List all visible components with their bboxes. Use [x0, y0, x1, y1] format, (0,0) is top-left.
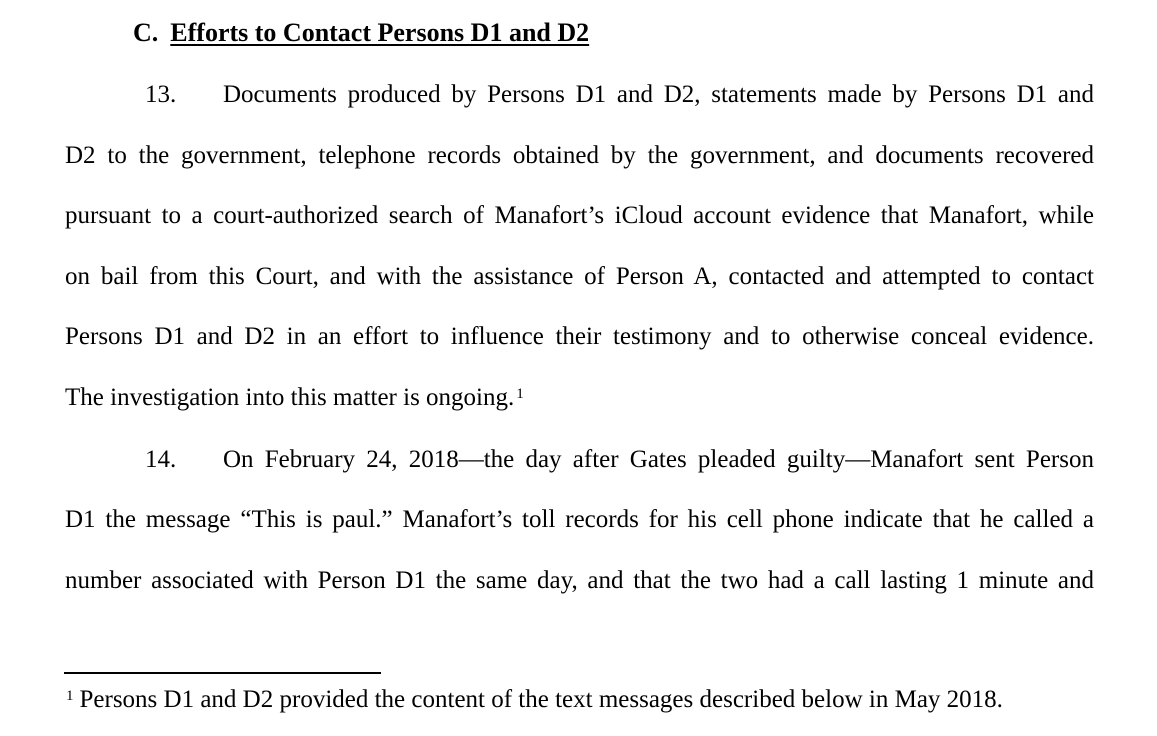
- footnote-reference[interactable]: 1: [516, 386, 524, 402]
- paragraph-number: 13.: [145, 81, 177, 108]
- paragraph-14-line-2: D1 the message “This is paul.” Manafort’s toll records for his cell phone indicate that he called a: [65, 506, 1094, 533]
- paragraph-13-line-1: [145, 80, 1094, 110]
- paragraph-text: The investigation into this matter is ongoing.: [65, 384, 515, 411]
- footnote-text: Persons D1 and D2 provided the content of the text messages described below in May 2018.: [79, 686, 1003, 713]
- section-title: Efforts to Contact Persons D1 and D2: [170, 18, 590, 47]
- paragraph-13-line-6: [65, 383, 1094, 413]
- paragraph-14-line-1: [145, 445, 1094, 475]
- paragraph-13-line-2: D2 to the government, telephone records obtained by the government, and documents recovered: [65, 142, 1094, 169]
- paragraph-13-line-5: Persons D1 and D2 in an effort to influence their testimony and to otherwise conceal evidence.: [65, 323, 1094, 350]
- paragraph-number: 14.: [145, 446, 177, 473]
- paragraph-text: Documents produced by Persons D1 and D2, statements made by Persons D1 and: [223, 81, 1094, 108]
- paragraph-13-line-3: pursuant to a court-authorized search of Manafort’s iCloud account evidence that Manafort, while: [65, 202, 1094, 229]
- footnote-separator: [64, 672, 381, 674]
- section-heading: [133, 18, 589, 48]
- paragraph-14-line-3: number associated with Person D1 the same day, and that the two had a call lasting 1 minute and: [65, 567, 1094, 594]
- footnote: [66, 685, 1003, 715]
- footnote-mark: 1: [66, 688, 74, 704]
- section-letter: C.: [133, 18, 159, 47]
- paragraph-13-line-4: on bail from this Court, and with the assistance of Person A, contacted and attempted to contact: [65, 263, 1094, 290]
- paragraph-text: On February 24, 2018—the day after Gates pleaded guilty—Manafort sent Person: [223, 446, 1094, 473]
